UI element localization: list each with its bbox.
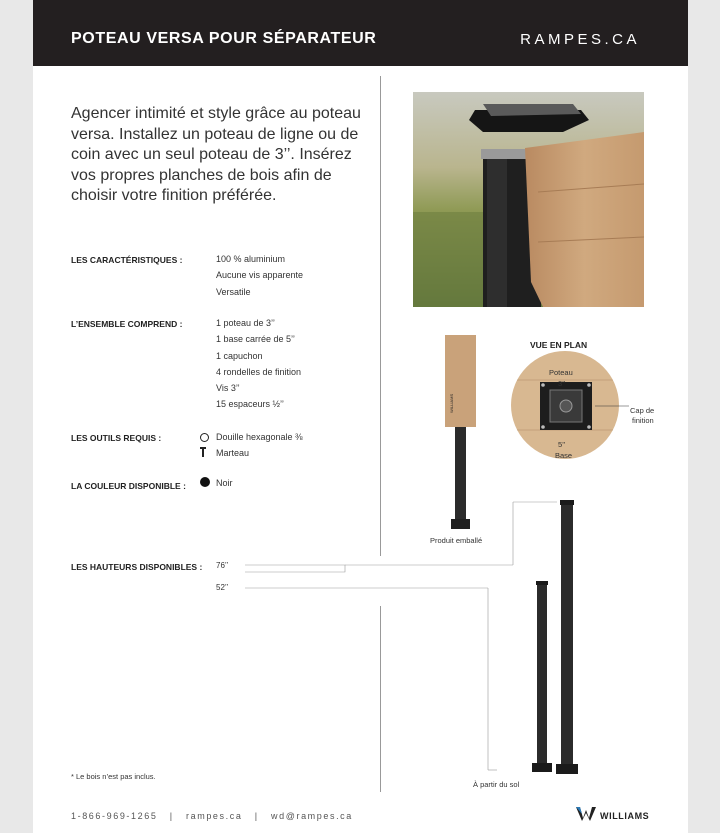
heights-label: LES HAUTEURS DISPONIBLES : (71, 562, 203, 572)
footer-separator: | (254, 811, 259, 821)
height-76: 76’’ (216, 561, 229, 570)
includes-label: L’ENSEMBLE COMPREND : (71, 319, 183, 329)
footer-email-link[interactable]: wd@rampes.ca (271, 811, 353, 821)
plan-view-diagram (503, 350, 643, 460)
footer-separator: | (169, 811, 174, 821)
package-caption: Produit emballé (430, 536, 483, 545)
wood-note: * Le bois n’est pas inclus. (71, 772, 156, 781)
dim-top-label: 3’’ (558, 379, 566, 388)
color-name: Noir (216, 478, 233, 488)
list-item: 1 base carrée de 5’’ (216, 334, 295, 345)
cap-label-line2: finition (632, 416, 654, 425)
list-item: 15 espaceurs ½’’ (216, 399, 284, 410)
tools-list (216, 429, 303, 462)
footer-phone[interactable]: 1-866-969-1265 (71, 811, 158, 821)
package-logo-text: WILLIAMS (449, 393, 454, 413)
height-comparison-diagram (245, 500, 605, 790)
includes-list (216, 315, 301, 413)
header-bar (33, 0, 688, 66)
footer-site-link[interactable]: rampes.ca (186, 811, 243, 821)
footer-contact (71, 811, 353, 821)
list-item: 1 capuchon (216, 350, 263, 361)
product-photo (413, 92, 644, 307)
poteau-label: Poteau (549, 368, 573, 377)
list-item: 4 rondelles de finition (216, 366, 302, 377)
tall-post-illustration (553, 499, 583, 777)
color-swatch-icon (200, 477, 210, 487)
list-item: 100 % aluminium (216, 254, 286, 264)
socket-icon (200, 433, 209, 442)
list-item: Vis 3’’ (216, 383, 240, 394)
page-title: POTEAU VERSA POUR SÉPARATEUR (71, 30, 377, 47)
cap-label-line1: Cap de (630, 406, 655, 415)
dim-bottom-label: 5’’ (558, 440, 566, 449)
ground-caption: À partir du sol (473, 780, 520, 789)
list-item: Douille hexagonale ⅜ (216, 432, 303, 442)
list-item: Versatile (216, 286, 251, 297)
williams-logo-icon (576, 806, 596, 822)
color-value (216, 475, 233, 491)
intro-text: Agencer intimité et style grâce au poteau versa. Installez un poteau de ligne ou de coin avec un seul poteau de 3’’. Insérez vos propres planches de bois afin de choisir votre finition préférée. (71, 105, 361, 204)
hammer-icon (202, 447, 204, 457)
column-divider-top (380, 76, 381, 556)
list-item: 1 poteau de 3’’ (216, 318, 275, 328)
brand-name: RAMPES.CA (520, 31, 640, 48)
features-label: LES CARACTÉRISTIQUES : (71, 255, 183, 265)
features-list (216, 251, 303, 300)
list-item: Aucune vis apparente (216, 270, 304, 281)
tools-label: LES OUTILS REQUIS : (71, 433, 162, 443)
spec-sheet-page (33, 0, 688, 833)
color-label: LA COULEUR DISPONIBLE : (71, 481, 186, 491)
list-item: Marteau (216, 448, 250, 459)
plan-view-title: VUE EN PLAN (530, 340, 588, 350)
height-52: 52’’ (216, 583, 229, 592)
base-label: Base (555, 451, 573, 460)
footer-logo-text: WILLIAMS (600, 811, 650, 821)
